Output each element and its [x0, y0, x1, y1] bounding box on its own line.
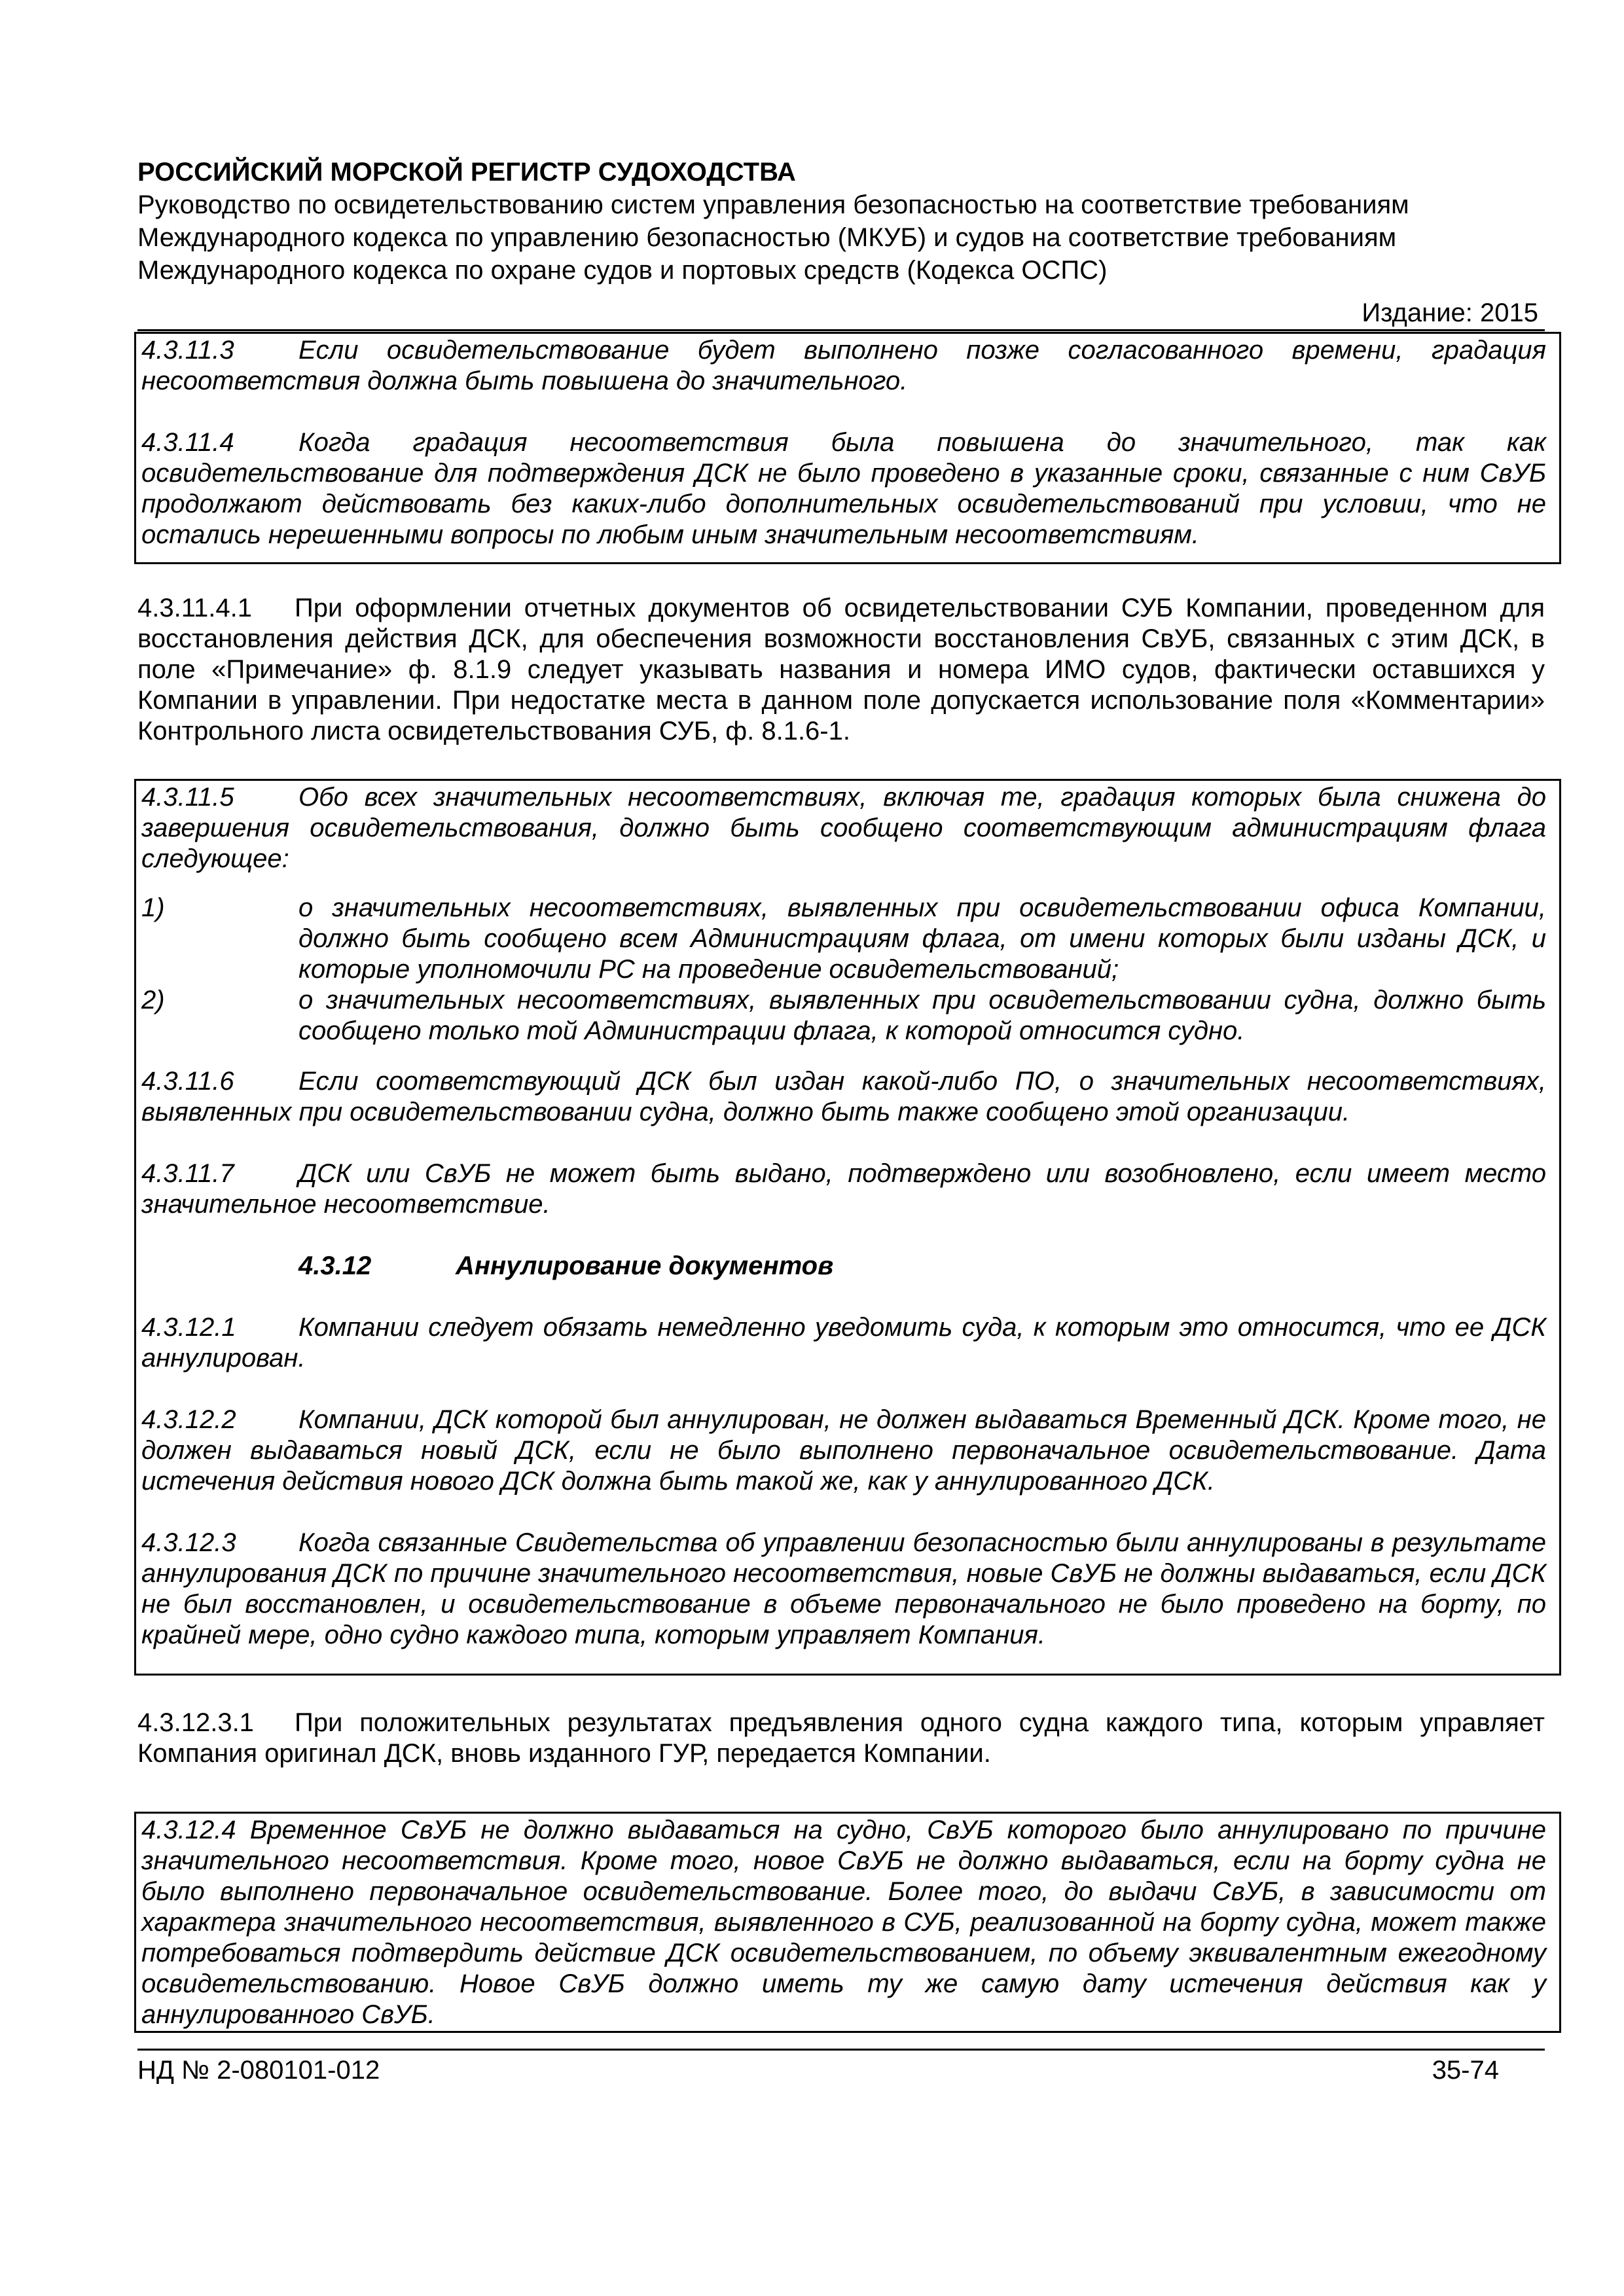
list-item-2	[141, 985, 1546, 1047]
document-title-line-1: Руководство по освидетельствованию систем управления безопасностью на соответствие требованиям	[137, 190, 1409, 219]
paragraph-4-3-12-2	[141, 1405, 1546, 1497]
paragraph-number: 4.3.11.4.1	[137, 594, 252, 622]
edition-label: Издание: 2015	[1362, 298, 1538, 327]
paragraph-4-3-11-6	[141, 1066, 1546, 1128]
paragraph-text: При положительных результатах предъявления одного судна каждого типа, которым управляет Компания оригинал ДСК, вновь изданного ГУР, передается Компании.	[137, 1708, 1545, 1768]
document-number: НД № 2-080101-012	[137, 2056, 380, 2085]
list-item-text: о значительных несоответствиях, выявленных при освидетельствовании офиса Компании, должно быть сообщено всем Администрациям флага, от имени которых были изданы ДСК, и которые уполномочили РС на проведение освидетельствований;	[298, 893, 1546, 984]
boxed-section-3	[134, 1812, 1561, 2033]
paragraph-4-3-12-3	[141, 1528, 1546, 1651]
paragraph-4-3-12-4	[141, 1815, 1546, 2030]
paragraph-4-3-12-1	[141, 1312, 1546, 1374]
paragraph-number: 4.3.11.6	[141, 1067, 234, 1096]
paragraph-text: Обо всех значительных несоответствиях, включая те, градация которых была снижена до завершения освидетельствования, должно быть сообщено соответствующим администрациям флага следующее:	[141, 783, 1546, 873]
paragraph-number: 4.3.12.3.1	[137, 1708, 254, 1737]
paragraph-text: Временное СвУБ не должно выдаваться на судно, СвУБ которого было аннулировано по причине значительного несоответствия. Кроме того, новое СвУБ не должно выдаваться, если на борту судна не было выполнено первоначальное освидетельствование. Более того, до выдачи СвУБ, в зависимости от характера значительного несоответствия, выявленного в СУБ, реализованной на борту судна, может также потребоваться подтвердить действие ДСК освидетельствованием, по объему эквивалентным ежегодному освидетельствованию. Новое СвУБ должно иметь ту же самую дату истечения действия как у аннулированного СвУБ.	[141, 1816, 1546, 2029]
paragraph-4-3-12-3-1	[137, 1708, 1545, 1769]
list-item-1	[141, 893, 1546, 985]
paragraph-text: Когда связанные Свидетельства об управлении безопасностью были аннулированы в результате аннулирования ДСК по причине значительного несоответствия, новые СвУБ не должны выдаваться, если ДСК не был восстановлен, и освидетельствование в объеме первоначального не было проведено на борту, по крайней мере, одно судно каждого типа, которым управляет Компания.	[141, 1528, 1546, 1649]
paragraph-4-3-11-3	[141, 335, 1546, 397]
paragraph-number: 4.3.11.3	[141, 336, 234, 365]
paragraph-number: 4.3.11.4	[141, 428, 234, 457]
paragraph-4-3-11-7	[141, 1158, 1546, 1220]
footer-divider	[137, 2049, 1545, 2051]
paragraph-text: ДСК или СвУБ не может быть выдано, подтверждено или возобновлено, если имеет место значительное несоответствие.	[141, 1159, 1546, 1219]
organization-name: РОССИЙСКИЙ МОРСКОЙ РЕГИСТР СУДОХОДСТВА	[137, 158, 796, 187]
header-divider	[137, 329, 1545, 331]
paragraph-text: Когда градация несоответствия была повышена до значительного, так как освидетельствование для подтверждения ДСК не было проведено в указанные сроки, связанные с ним СвУБ продолжают действовать без каких-либо дополнительных освидетельствований при условии, что не остались нерешенными вопросы по любым иным значительным несоответствиям.	[141, 428, 1546, 549]
document-title-line-3: Международного кодекса по охране судов и портовых средств (Кодекса ОСПС)	[137, 256, 1108, 285]
paragraph-number: 4.3.12.1	[141, 1313, 236, 1342]
paragraph-number: 4.3.12.2	[141, 1405, 236, 1434]
paragraph-text: Если освидетельствование будет выполнено позже согласованного времени, градация несоответствия должна быть повышена до значительного.	[141, 336, 1546, 395]
paragraph-text: Компании, ДСК которой был аннулирован, не должен выдаваться Временный ДСК. Кроме того, не должен выдаваться новый ДСК, если не было выполнено первоначальное освидетельствование. Дата истечения действия нового ДСК должна быть такой же, как у аннулированного ДСК.	[141, 1405, 1546, 1496]
list-item-number: 2)	[141, 986, 165, 1014]
paragraph-number: 4.3.12.4	[141, 1816, 236, 1844]
paragraph-4-3-11-4-1	[137, 593, 1545, 747]
paragraph-text: При оформлении отчетных документов об освидетельствовании СУБ Компании, проведенном для восстановления действия ДСК, для обеспечения возможности восстановления СвУБ, связанных с этим ДСК, в поле «Примечание» ф. 8.1.9 следует указывать названия и номера ИМО судов, фактически оставшихся у Компании в управлении. При недостатке места в данном поле допускается использование поля «Комментарии» Контрольного листа освидетельствования СУБ, ф. 8.1.6-1.	[137, 594, 1545, 745]
paragraph-number: 4.3.11.7	[141, 1159, 234, 1188]
document-title-line-2: Международного кодекса по управлению безопасностью (МКУБ) и судов на соответствие требованиям	[137, 223, 1397, 252]
document-header	[137, 156, 1545, 287]
heading-number: 4.3.12	[298, 1251, 372, 1280]
heading-text: Аннулирование документов	[456, 1251, 834, 1280]
paragraph-number: 4.3.11.5	[141, 783, 234, 812]
paragraph-number: 4.3.12.3	[141, 1528, 236, 1557]
boxed-section-2	[134, 779, 1561, 1676]
list-item-number: 1)	[141, 893, 165, 922]
paragraph-4-3-11-5	[141, 782, 1546, 874]
boxed-section-1	[134, 332, 1561, 564]
section-heading-4-3-12	[141, 1251, 1546, 1282]
paragraph-text: Если соответствующий ДСК был издан какой-либо ПО, о значительных несоответствиях, выявленных при освидетельствовании судна, должно быть также сообщено этой организации.	[141, 1067, 1546, 1126]
list-item-text: о значительных несоответствиях, выявленных при освидетельствовании судна, должно быть сообщено только той Администрации флага, к которой относится судно.	[298, 986, 1546, 1045]
page-number: 35-74	[1432, 2056, 1499, 2085]
paragraph-text: Компании следует обязать немедленно уведомить суда, к которым это относится, что ее ДСК аннулирован.	[141, 1313, 1546, 1372]
paragraph-4-3-11-4	[141, 427, 1546, 550]
